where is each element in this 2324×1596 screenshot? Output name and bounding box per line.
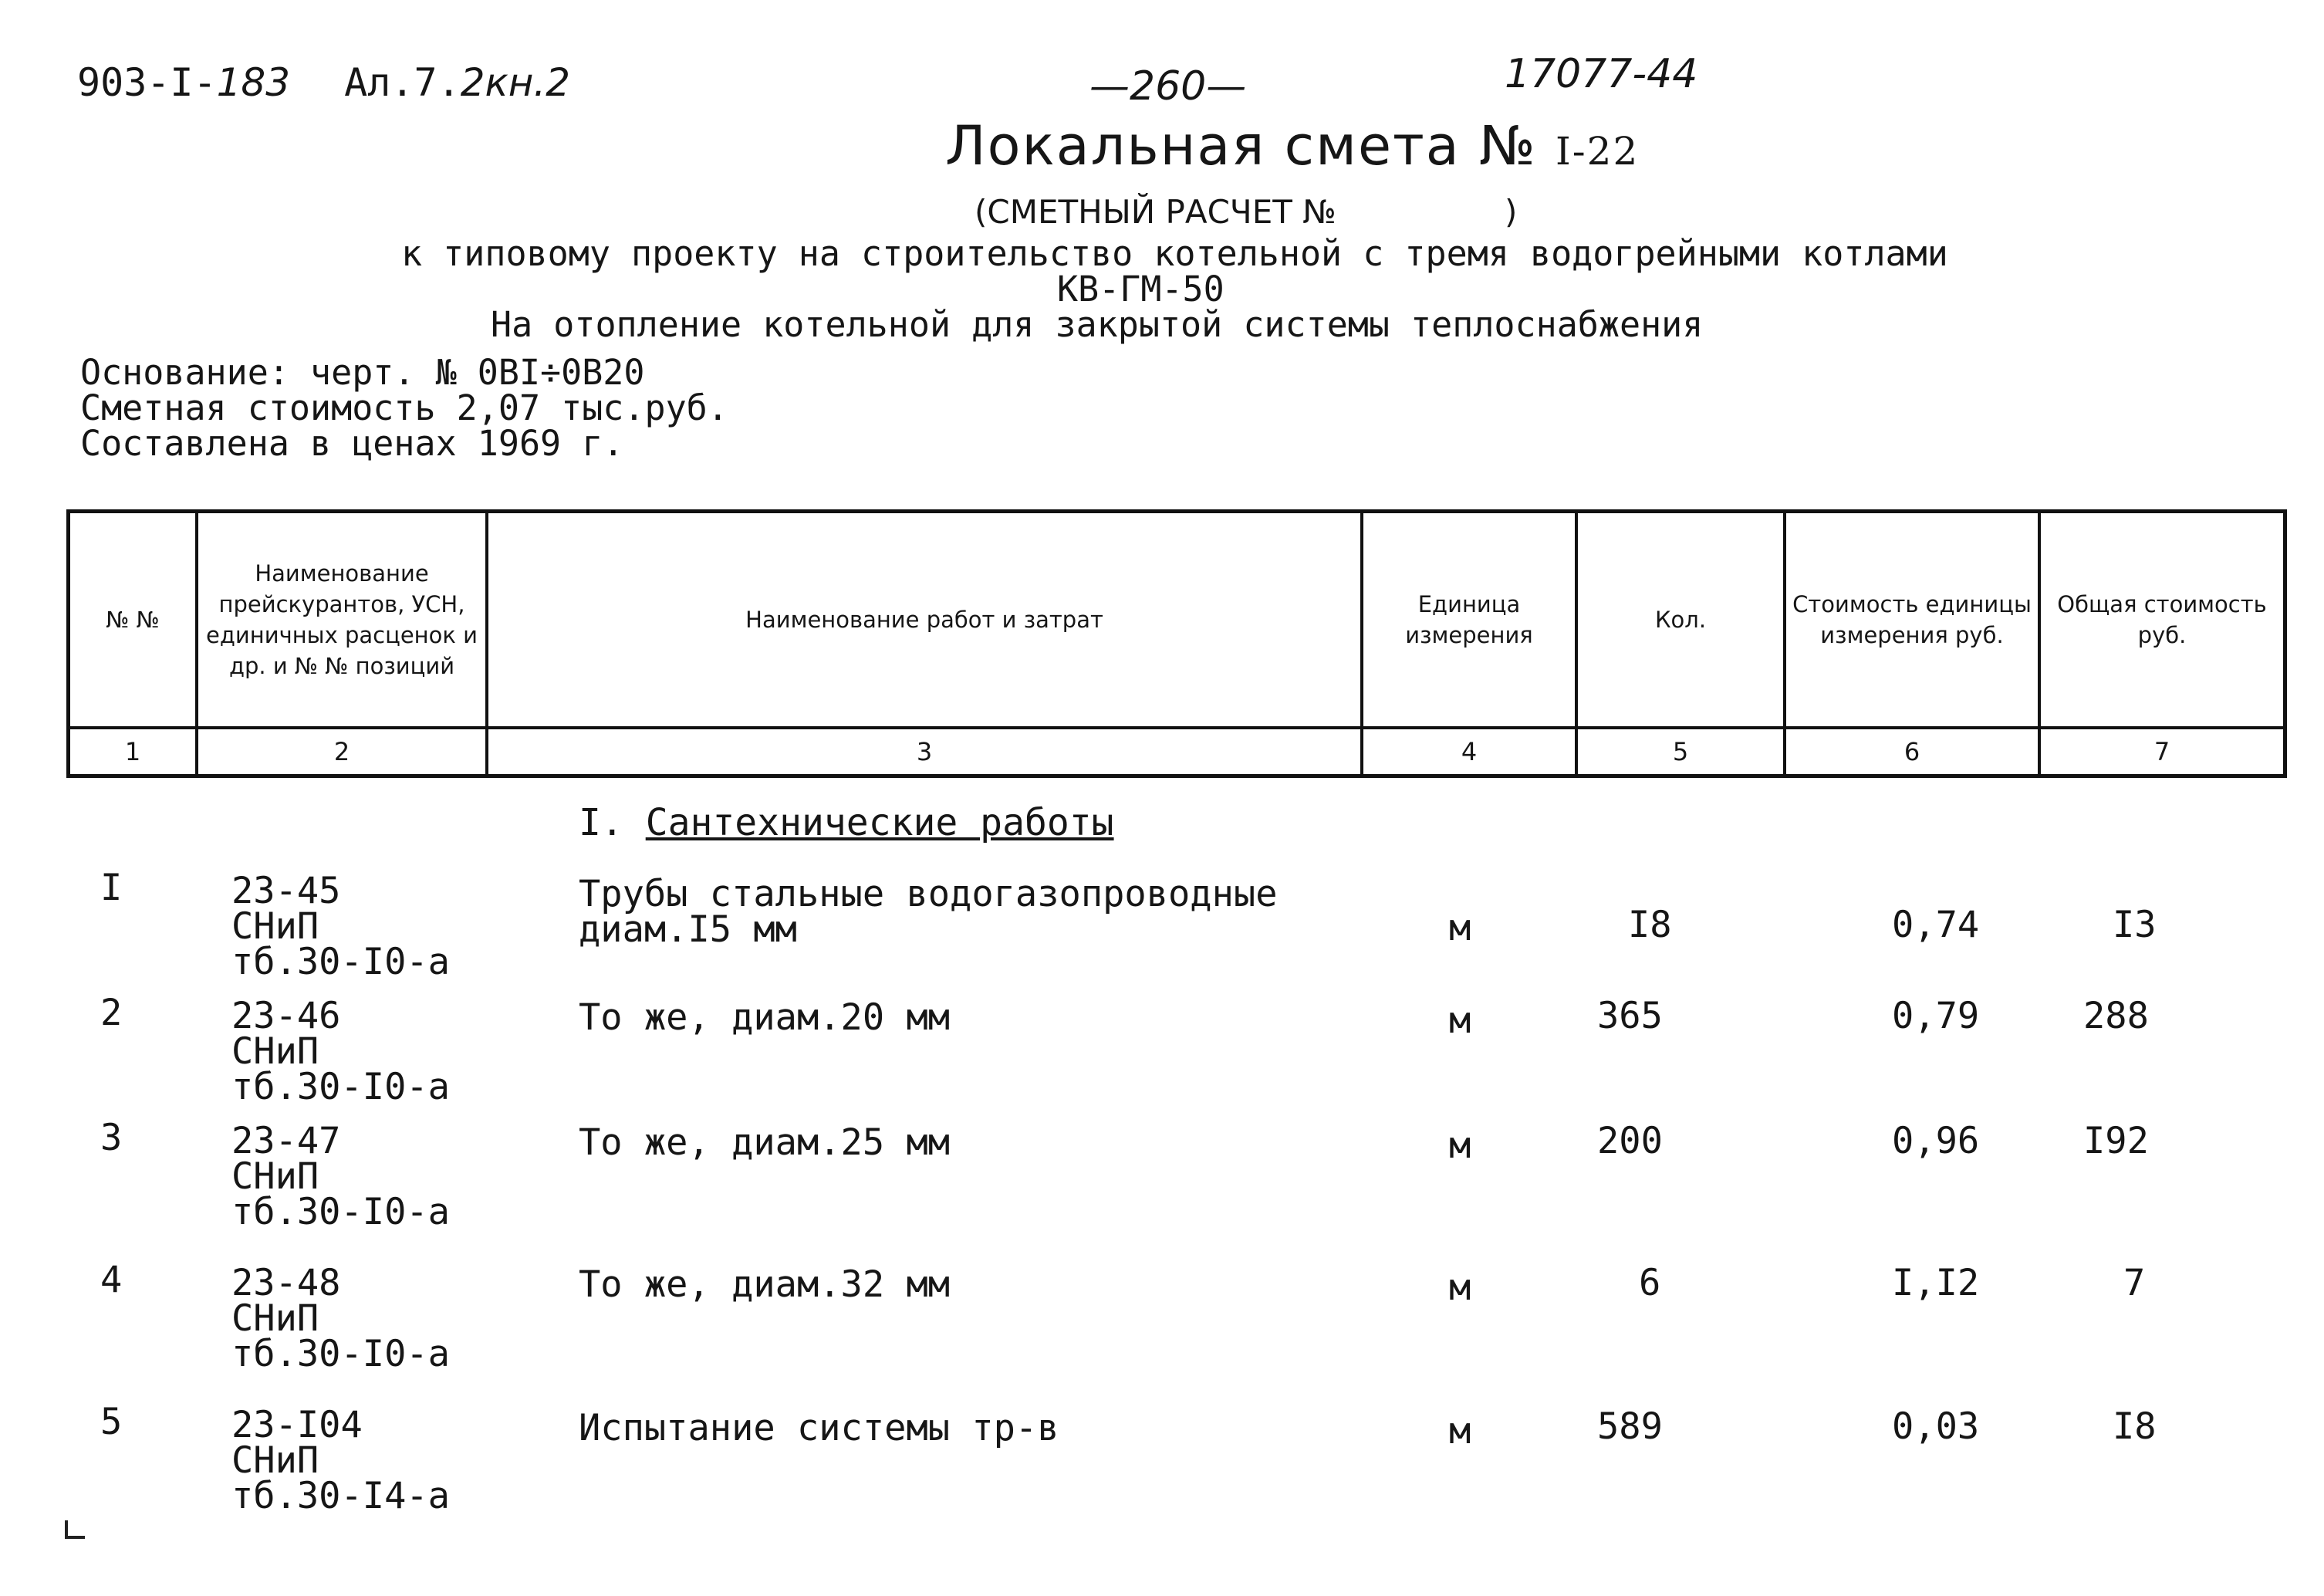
work-description: То же, диам.20 мм <box>579 996 951 1039</box>
rate-code-table: тб.30-I4-а <box>231 1475 450 1517</box>
rate-code <box>231 1262 450 1375</box>
total-cost: 7 <box>2123 1262 2146 1304</box>
document-title-text: Локальная смета № <box>945 114 1537 178</box>
rate-code-table: тб.30-I0-а <box>231 1191 450 1233</box>
column-3 <box>488 513 1363 774</box>
work-description: То же, диам.25 мм <box>579 1121 951 1164</box>
heating-purpose: На отопление котельной для закрытой системы теплоснабжения <box>491 304 1704 345</box>
column-7 <box>2041 513 2283 774</box>
unit-price: 0,79 <box>1892 995 1980 1037</box>
column-5-number: 5 <box>1578 726 1783 774</box>
corner-mark <box>65 1520 85 1539</box>
rate-code <box>231 870 450 983</box>
quantity: 589 <box>1597 1405 1663 1448</box>
column-6-label: Стоимость единицы измерения руб. <box>1792 591 2032 648</box>
document-number: 17077-44 <box>1505 51 1698 97</box>
column-1-label: № № <box>106 607 160 633</box>
quantity: 365 <box>1597 995 1663 1037</box>
total-cost: I92 <box>2083 1120 2149 1162</box>
rate-code-source: СНиП <box>231 905 319 948</box>
rate-code-source: СНиП <box>231 1155 319 1198</box>
basis-prices-year: Составлена в ценах 1969 г. <box>80 423 624 464</box>
rate-code-line: 23-I04 <box>231 1404 363 1446</box>
quantity: 6 <box>1639 1262 1661 1304</box>
work-description <box>579 873 1278 951</box>
rate-code-source: СНиП <box>231 1439 319 1482</box>
album-handwritten: 2кн.2 <box>460 60 571 105</box>
row-number: I <box>100 867 123 909</box>
rate-code-source: СНиП <box>231 1030 319 1073</box>
work-description-line2: диам.I5 мм <box>579 908 797 951</box>
rate-code-line: 23-45 <box>231 870 341 912</box>
column-3-label: Наименование работ и затрат <box>745 607 1103 633</box>
quantity: 200 <box>1597 1120 1663 1162</box>
column-1 <box>70 513 198 774</box>
quantity: I8 <box>1628 904 1672 946</box>
work-description-line1: Трубы стальные водогазопроводные <box>579 873 1278 915</box>
row-number: 2 <box>100 992 123 1034</box>
column-7-label: Общая стоимость руб. <box>2057 591 2267 648</box>
table-header <box>66 509 2287 778</box>
basis-cost: Сметная стоимость 2,07 тыс.руб. <box>80 387 728 428</box>
rate-code <box>231 1120 450 1233</box>
unit: м <box>1449 907 1471 949</box>
rate-code-table: тб.30-I0-а <box>231 941 450 983</box>
work-description: То же, диам.32 мм <box>579 1263 951 1306</box>
rate-code-line: 23-48 <box>231 1262 341 1304</box>
row-number: 3 <box>100 1117 123 1159</box>
rate-code-table: тб.30-I0-а <box>231 1333 450 1375</box>
basis-block <box>80 352 728 464</box>
album-printed: Ал.7. <box>344 60 461 105</box>
unit: м <box>1449 999 1471 1042</box>
column-2-label: Наименование прейскурантов, УСН, единичных расценок и др. и № № позиций <box>206 560 478 679</box>
project-code <box>77 60 570 105</box>
rate-code-table: тб.30-I0-а <box>231 1066 450 1108</box>
unit-price: I,I2 <box>1892 1262 1980 1304</box>
unit-price: 0,03 <box>1892 1405 1980 1448</box>
section-name: Сантехнические работы <box>645 801 1114 844</box>
rate-code-source: СНиП <box>231 1297 319 1340</box>
column-7-number: 7 <box>2041 726 2283 774</box>
estimate-number: I-22 <box>1556 129 1640 174</box>
column-4-number: 4 <box>1363 726 1575 774</box>
rate-code-line: 23-46 <box>231 995 341 1037</box>
rate-code-line: 23-47 <box>231 1120 341 1162</box>
column-5-label: Кол. <box>1654 607 1707 633</box>
column-6-number: 6 <box>1786 726 2038 774</box>
work-description: Испытание системы тр-в <box>579 1407 1059 1449</box>
column-2-number: 2 <box>198 726 485 774</box>
column-5 <box>1578 513 1786 774</box>
rate-code <box>231 1404 450 1517</box>
unit: м <box>1449 1410 1471 1452</box>
boiler-model: КВ-ГМ-50 <box>1057 269 1224 309</box>
rate-code <box>231 995 450 1108</box>
column-4-label: Единица измерения <box>1405 591 1533 648</box>
project-code-printed: 903-I- <box>77 60 217 105</box>
project-code-handwritten: 183 <box>216 60 291 105</box>
section-title <box>579 801 1114 844</box>
total-cost: 288 <box>2083 995 2149 1037</box>
basis-drawings: Основание: черт. № 0BI÷0B20 <box>80 352 645 393</box>
column-1-number: 1 <box>70 726 195 774</box>
unit: м <box>1449 1124 1471 1167</box>
unit-price: 0,96 <box>1892 1120 1980 1162</box>
project-description: к типовому проекту на строительство котельной с тремя водогрейными котлами <box>401 233 1948 274</box>
page-number: —260— <box>1089 63 1247 110</box>
column-3-number: 3 <box>488 726 1360 774</box>
estimate-subtitle-close: ) <box>1505 193 1518 231</box>
total-cost: I8 <box>2113 1405 2157 1448</box>
column-6 <box>1786 513 2041 774</box>
estimate-subtitle: (СМЕТНЫЙ РАСЧЕТ № <box>975 193 1336 231</box>
section-number: I. <box>579 801 623 844</box>
column-4 <box>1363 513 1578 774</box>
unit-price: 0,74 <box>1892 904 1980 946</box>
row-number: 4 <box>100 1259 123 1301</box>
total-cost: I3 <box>2113 904 2157 946</box>
column-2 <box>198 513 488 774</box>
document-title <box>945 114 1639 178</box>
unit: м <box>1449 1266 1471 1309</box>
row-number: 5 <box>100 1401 123 1443</box>
